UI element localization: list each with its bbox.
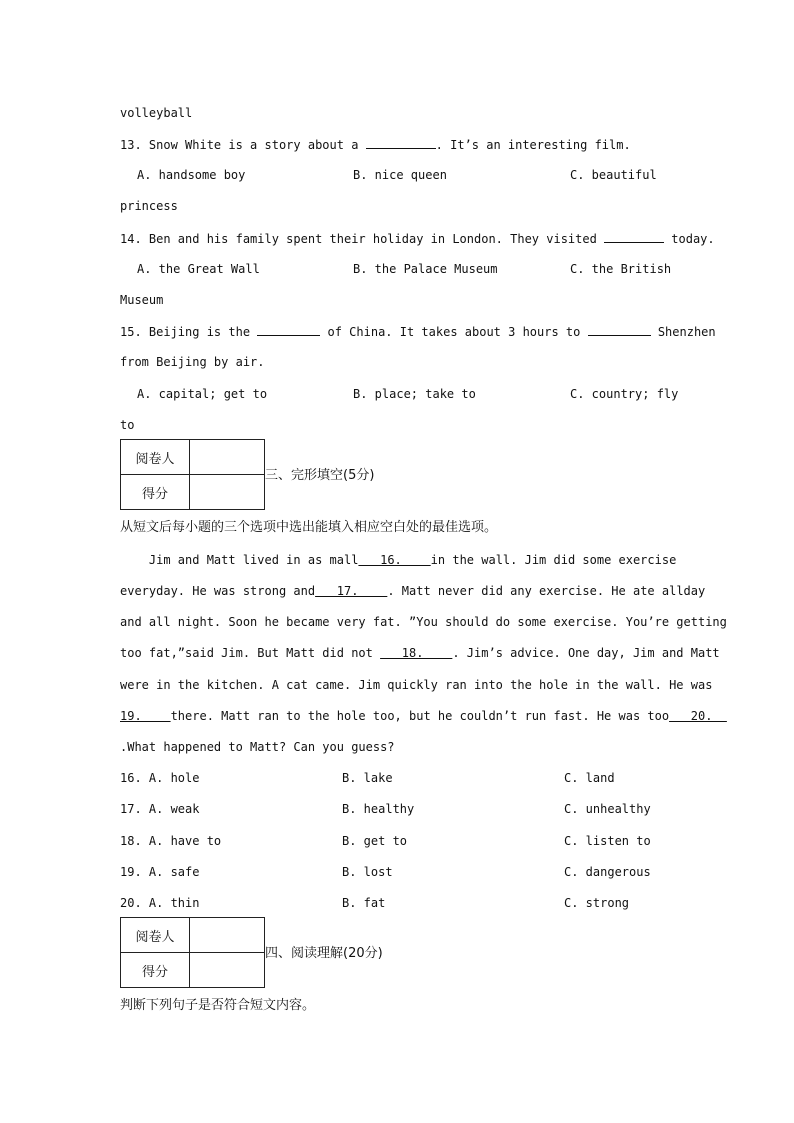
passage-line: were in the kitchen. A cat came. Jim quickly ran into the hole in the wall. He was	[120, 678, 713, 692]
option-c: C. strong	[564, 896, 630, 910]
option-a: 16. A. hole	[120, 771, 200, 785]
score-cell[interactable]	[190, 475, 265, 510]
instruction: 从短文后每小题的三个选项中选出能填入相应空白处的最佳选项。	[120, 520, 498, 535]
section-title: 四、阅读理解(20分)	[265, 946, 383, 961]
text-line: to	[120, 418, 135, 432]
question-text: 15. Beijing is the	[120, 325, 258, 339]
option-a: A. capital; get to	[137, 387, 268, 401]
passage-text: in the wall. Jim did some exercise	[430, 553, 677, 567]
answer-blank	[366, 137, 436, 149]
question-text: Shenzhen	[650, 325, 716, 339]
question-13	[120, 137, 631, 152]
answer-blank	[257, 324, 320, 336]
option-b: B. lake	[342, 771, 393, 785]
option-a: 17. A. weak	[120, 802, 200, 816]
passage-text: Jim and Matt lived in as mall	[120, 553, 359, 567]
instruction: 判断下列句子是否符合短文内容。	[120, 998, 316, 1013]
cloze-blank: 19.	[120, 709, 171, 723]
cloze-blank: 16.	[358, 553, 431, 567]
passage-line: .What happened to Matt? Can you guess?	[120, 740, 395, 754]
grader-label: 阅卷人	[121, 918, 190, 953]
option-c: C. beautiful	[570, 168, 657, 182]
option-c: C. country; fly	[570, 387, 679, 401]
option-b: B. lost	[342, 865, 393, 879]
option-c: C. unhealthy	[564, 802, 651, 816]
passage-text: . Jim’s advice. One day, Jim and Matt	[452, 646, 720, 660]
text-line: Museum	[120, 293, 164, 307]
cloze-blank: 17.	[315, 584, 388, 598]
question-14	[120, 231, 715, 246]
text-line: volleyball	[120, 106, 193, 120]
grader-label: 阅卷人	[121, 440, 190, 475]
option-a: 18. A. have to	[120, 834, 222, 848]
cloze-blank: 18.	[380, 646, 453, 660]
section-title: 三、完形填空(5分)	[265, 468, 375, 483]
option-a: 20. A. thin	[120, 896, 200, 910]
option-a: A. handsome boy	[137, 168, 246, 182]
question-text: 13. Snow White is a story about a	[120, 138, 366, 152]
grader-cell[interactable]	[190, 918, 265, 953]
option-b: B. place; take to	[353, 387, 476, 401]
passage-line	[120, 709, 727, 723]
option-b: B. the Palace Museum	[353, 262, 498, 276]
score-cell[interactable]	[190, 953, 265, 988]
passage-line	[120, 584, 705, 598]
question-15	[120, 324, 716, 339]
answer-blank	[604, 231, 664, 243]
passage-line	[120, 553, 676, 567]
text-line: from Beijing by air.	[120, 355, 265, 369]
cloze-blank: 20.	[669, 709, 727, 723]
option-c: C. the British	[570, 262, 672, 276]
question-text: today.	[664, 232, 715, 246]
passage-line: and all night. Soon he became very fat. ”You should do some exercise. You’re getting	[120, 615, 727, 629]
option-c: C. dangerous	[564, 865, 651, 879]
option-a: A. the Great Wall	[137, 262, 260, 276]
passage-line	[120, 646, 720, 660]
score-table	[120, 917, 265, 988]
score-table	[120, 439, 265, 510]
option-b: B. fat	[342, 896, 386, 910]
passage-text: there. Matt ran to the hole too, but he couldn’t run fast. He was too	[170, 709, 670, 723]
option-a: 19. A. safe	[120, 865, 200, 879]
question-text: of China. It takes about 3 hours to	[320, 325, 588, 339]
score-label: 得分	[121, 475, 190, 510]
passage-text: . Matt never did any exercise. He ate allday	[387, 584, 706, 598]
text-line: princess	[120, 199, 178, 213]
score-label: 得分	[121, 953, 190, 988]
answer-blank	[588, 324, 651, 336]
option-b: B. nice queen	[353, 168, 447, 182]
option-b: B. get to	[342, 834, 408, 848]
passage-text: everyday. He was strong and	[120, 584, 316, 598]
passage-text: too fat,”said Jim. But Matt did not	[120, 646, 381, 660]
option-b: B. healthy	[342, 802, 415, 816]
option-c: C. land	[564, 771, 615, 785]
question-text: 14. Ben and his family spent their holiday in London. They visited	[120, 232, 605, 246]
question-text: . It’s an interesting film.	[435, 138, 631, 152]
option-c: C. listen to	[564, 834, 651, 848]
grader-cell[interactable]	[190, 440, 265, 475]
